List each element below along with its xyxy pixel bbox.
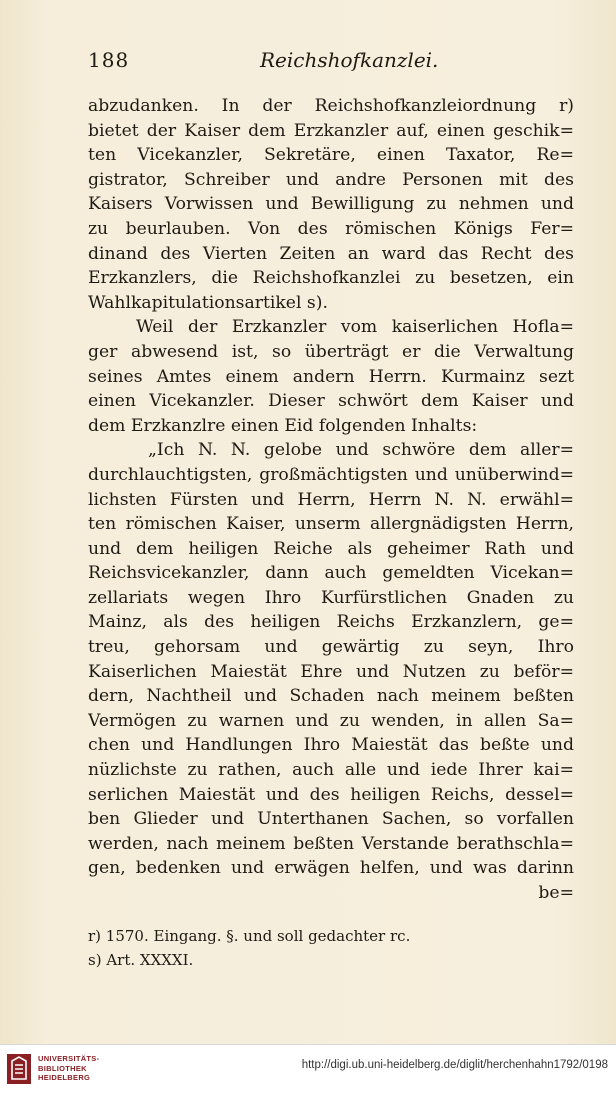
catchword: be= bbox=[538, 883, 574, 903]
text-line: seines Amtes einem andern Herrn. Kurmainz sezt bbox=[88, 366, 574, 387]
text-line: Mainz, als des heiligen Reichs Erzkanzlern, ge= bbox=[88, 612, 574, 633]
viewer-footer bbox=[0, 1044, 616, 1093]
text-line: nüzlichste zu rathen, auch alle und iede Ihrer kai= bbox=[88, 760, 574, 781]
university-seal-icon bbox=[6, 1053, 32, 1085]
text-line: „Ich N. N. gelobe und schwöre dem aller= bbox=[148, 440, 574, 461]
page-number: 188 bbox=[88, 48, 130, 72]
permalink-url[interactable]: http://digi.ub.uni-heidelberg.de/diglit/herchenhahn1792/0198 bbox=[301, 1059, 608, 1071]
text-line: Erzkanzlers, die Reichshofkanzlei zu besetzen, ein bbox=[88, 268, 574, 289]
library-name-line: HEIDELBERG bbox=[38, 1073, 91, 1082]
text-line: dinand des Vierten Zeiten an ward das Recht des bbox=[88, 243, 574, 264]
footnotes bbox=[88, 924, 574, 972]
text-line: Reichsvicekanzler, dann auch gemeldten Vicekan= bbox=[88, 563, 574, 584]
body-text bbox=[88, 94, 574, 906]
page-header bbox=[88, 48, 580, 78]
text-line: ben Glieder und Unterthanen Sachen, so vorfallen bbox=[88, 809, 574, 830]
text-line: treu, gehorsam und gewärtig zu seyn, Ihro bbox=[88, 637, 574, 658]
text-line: Kaiserlichen Maiestät Ehre und Nutzen zu beför= bbox=[88, 661, 574, 682]
text-line: Wahlkapitulationsartikel s). bbox=[88, 292, 328, 313]
library-name-line: UNIVERSITÄTS- bbox=[38, 1054, 100, 1063]
text-line: Kaisers Vorwissen und Bewilligung zu nehmen und bbox=[88, 194, 574, 215]
library-name bbox=[38, 1054, 99, 1083]
library-logo[interactable] bbox=[6, 1051, 126, 1089]
text-line: ger abwesend ist, so überträgt er die Verwaltung bbox=[88, 341, 574, 362]
text-line: zellariats wegen Ihro Kurfürstlichen Gnaden zu bbox=[88, 587, 574, 608]
running-head: Reichshofkanzlei. bbox=[260, 48, 439, 72]
text-line: Vermögen zu warnen und zu wenden, in allen Sa= bbox=[88, 710, 574, 731]
text-line: durchlauchtigsten, großmächtigsten und unüberwind= bbox=[88, 464, 574, 485]
text-line: gistrator, Schreiber und andre Personen mit des bbox=[88, 169, 574, 190]
text-line: Weil der Erzkanzler vom kaiserlichen Hofla= bbox=[136, 317, 574, 338]
text-line: dem Erzkanzlre einen Eid folgenden Inhalts: bbox=[88, 415, 478, 436]
text-line: zu beurlauben. Von des römischen Königs Fer= bbox=[88, 218, 574, 239]
text-line: gen, bedenken und erwägen helfen, und was darinn bbox=[88, 858, 574, 879]
text-line: werden, nach meinem beßten Verstande berathschla= bbox=[88, 833, 574, 854]
footnote-r: r) 1570. Eingang. §. und soll gedachter rc. bbox=[88, 927, 411, 945]
footnote-s: s) Art. XXXXI. bbox=[88, 951, 194, 969]
text-line: lichsten Fürsten und Herrn, Herrn N. N. erwähl= bbox=[88, 489, 574, 510]
text-line: einen Vicekanzler. Dieser schwört dem Kaiser und bbox=[88, 391, 574, 412]
text-line: dern, Nachtheil und Schaden nach meinem beßten bbox=[88, 686, 574, 707]
text-line: serlichen Maiestät und des heiligen Reichs, dessel= bbox=[88, 784, 574, 805]
text-line: abzudanken. In der Reichshofkanzleiordnung r) bbox=[88, 96, 574, 116]
text-line: chen und Handlungen Ihro Maiestät das beßte und bbox=[88, 735, 574, 756]
text-line: ten römischen Kaiser, unserm allergnädigsten Herrn, bbox=[88, 514, 574, 535]
text-line: bietet der Kaiser dem Erzkanzler auf, einen geschik= bbox=[88, 120, 574, 141]
library-name-line: BIBLIOTHEK bbox=[38, 1063, 87, 1073]
text-line: und dem heiligen Reiche als geheimer Rath und bbox=[88, 538, 574, 559]
text-line: ten Vicekanzler, Sekretäre, einen Taxator, Re= bbox=[88, 145, 574, 166]
